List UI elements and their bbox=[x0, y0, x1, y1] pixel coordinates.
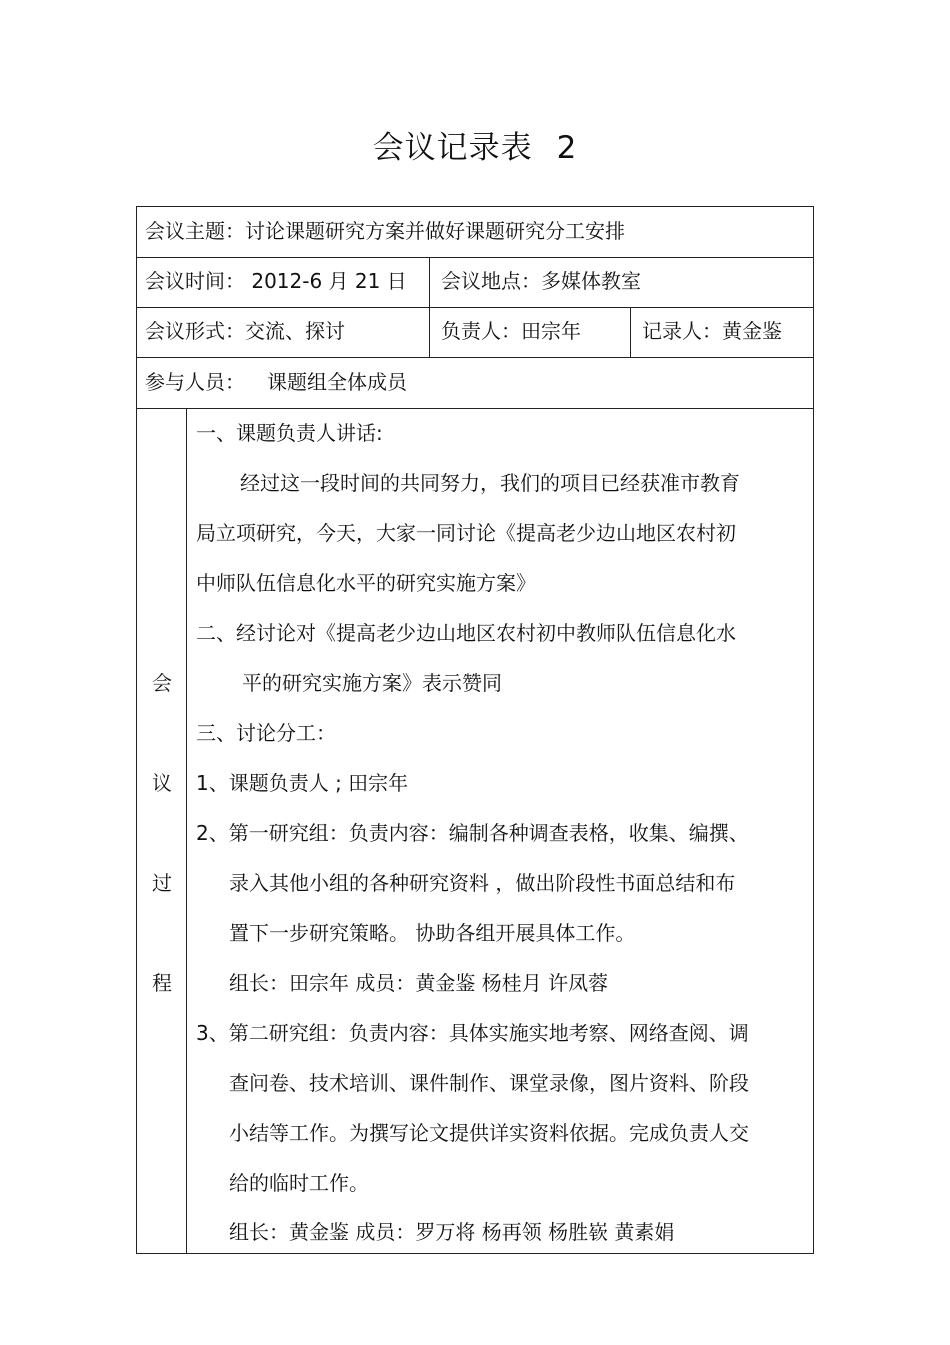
process-line: 1、课题负责人 ; 田宗年 bbox=[196, 771, 409, 795]
process-line: 经过这一段时间的共同努力，我们的项目已经获准市教育 bbox=[240, 471, 740, 495]
row-divider bbox=[137, 408, 813, 409]
meeting-record-table bbox=[136, 206, 814, 1254]
row-divider bbox=[137, 257, 813, 258]
row-divider bbox=[137, 307, 813, 308]
responsible-person: 负责人：田宗年 bbox=[441, 319, 581, 343]
process-line: 二、经讨论对《提高老少边山地区农村初中教师队伍信息化水 bbox=[196, 621, 736, 645]
title-text: 会议记录表 bbox=[372, 130, 533, 166]
meeting-topic: 会议主题：讨论课题研究方案并做好课题研究分工安排 bbox=[145, 219, 625, 243]
attendees-value: 课题组全体成员 bbox=[267, 370, 407, 394]
side-label-char: 会 bbox=[152, 671, 172, 695]
side-label-char: 议 bbox=[152, 771, 172, 795]
document-title bbox=[0, 122, 950, 167]
column-divider bbox=[630, 307, 631, 357]
side-label-char: 过 bbox=[152, 871, 172, 895]
process-line: 中师队伍信息化水平的研究实施方案》 bbox=[196, 571, 536, 595]
side-label-char: 程 bbox=[152, 971, 172, 995]
process-line: 局立项研究，今天，大家一同讨论《提高老少边山地区农村初 bbox=[196, 521, 736, 545]
meeting-format: 会议形式：交流、探讨 bbox=[145, 319, 345, 343]
recorder: 记录人：黄金鉴 bbox=[642, 319, 782, 343]
meeting-place: 会议地点：多媒体教室 bbox=[441, 269, 641, 293]
process-line: 置下一步研究策略。 协助各组开展具体工作。 bbox=[229, 921, 636, 945]
column-divider bbox=[429, 257, 430, 357]
process-line: 三、讨论分工： bbox=[196, 721, 336, 745]
process-line: 小结等工作。为撰写论文提供详实资料依据。完成负责人交 bbox=[229, 1121, 749, 1145]
attendees-label: 参与人员： bbox=[145, 370, 245, 394]
process-line: 给的临时工作。 bbox=[229, 1171, 369, 1195]
row-divider bbox=[137, 357, 813, 358]
process-line: 查问卷、技术培训、课件制作、课堂录像，图片资料、阶段 bbox=[229, 1071, 749, 1095]
process-line: 平的研究实施方案》表示赞同 bbox=[242, 671, 502, 695]
column-divider bbox=[186, 408, 187, 1253]
process-line: 一、课题负责人讲话: bbox=[196, 421, 383, 445]
process-line: 录入其他小组的各种研究资料 ，做出阶段性书面总结和布 bbox=[229, 871, 736, 895]
process-line: 组长：田宗年 成员：黄金鉴 杨桂月 许凤蓉 bbox=[229, 971, 609, 995]
process-line: 3、第二研究组：负责内容：具体实施实地考察、网络查阅、调 bbox=[196, 1021, 749, 1045]
process-line: 组长：黄金鉴 成员：罗万将 杨再领 杨胜嵚 黄素娟 bbox=[229, 1220, 675, 1244]
title-number: 2 bbox=[556, 130, 578, 166]
meeting-time: 会议时间： 2012-6 月 21 日 bbox=[145, 269, 407, 293]
process-line: 2、第一研究组：负责内容：编制各种调查表格，收集、编撰、 bbox=[196, 821, 749, 845]
